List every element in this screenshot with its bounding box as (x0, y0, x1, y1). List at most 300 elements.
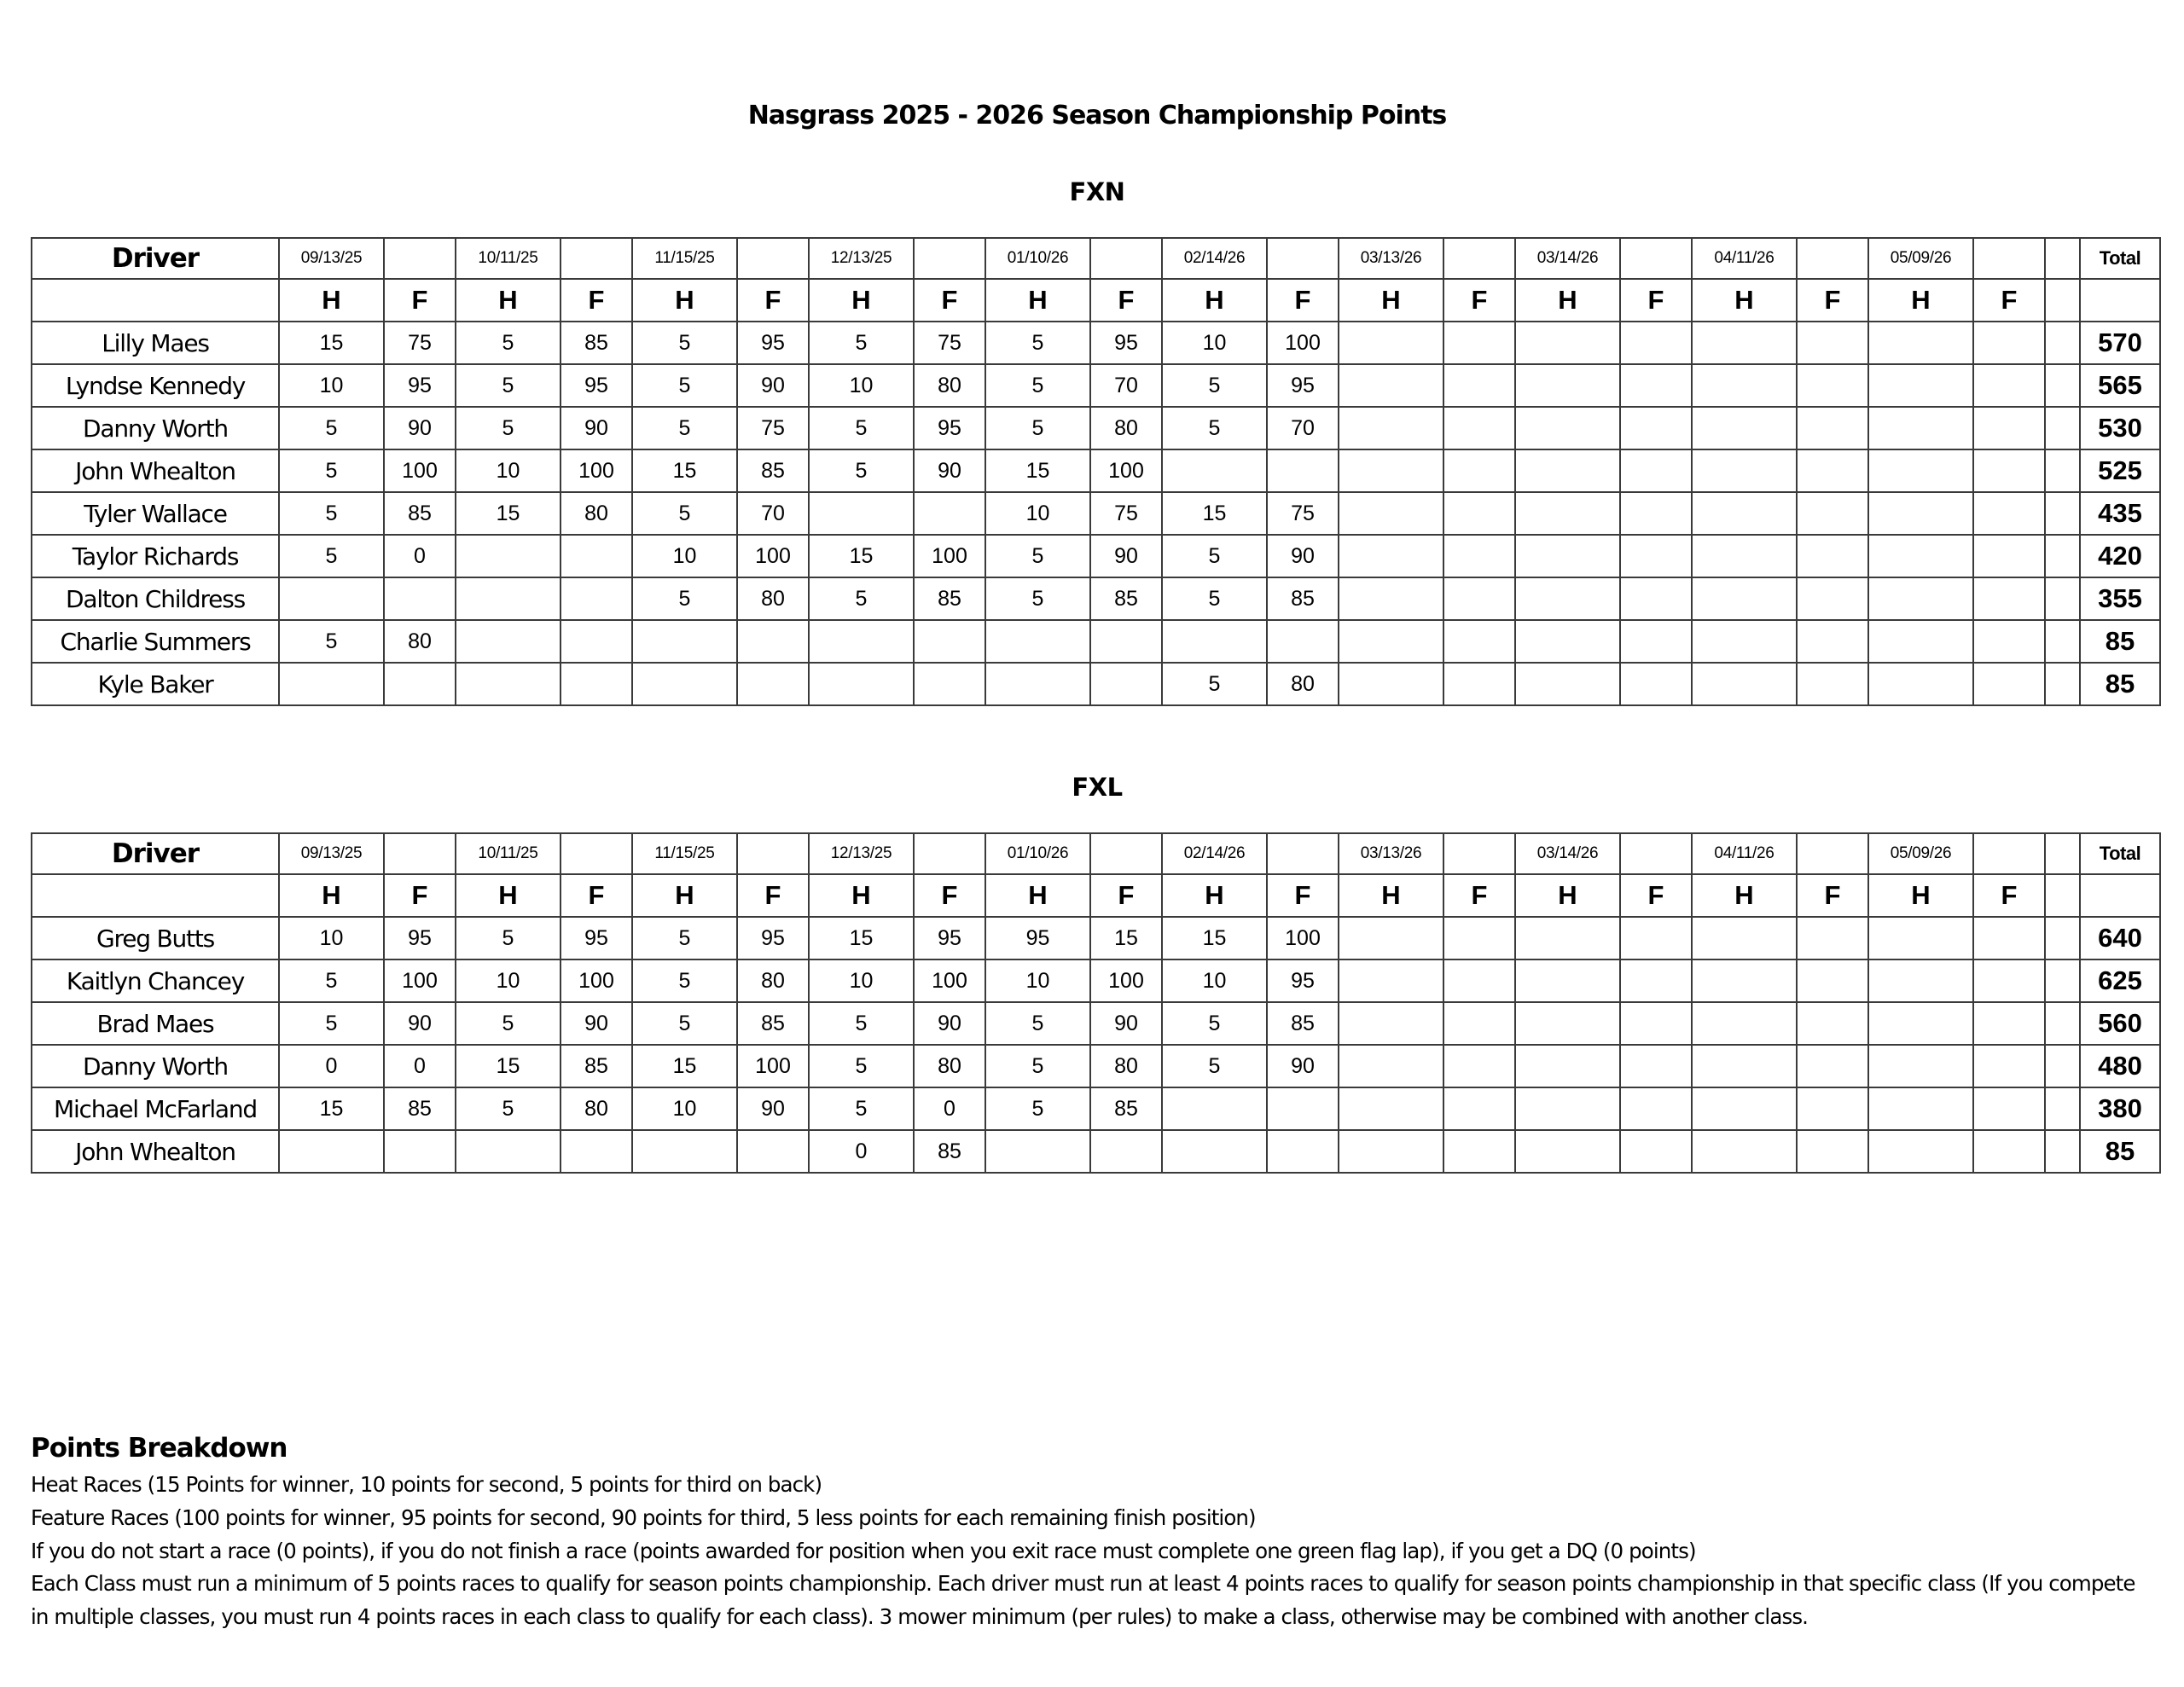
feature-points-cell (1443, 620, 1515, 663)
breakdown-line-feature: Feature Races (100 points for winner, 95 points for second, 90 points for third, 5 less points for each remaining finish position) (31, 1504, 1256, 1530)
heat-points-cell (632, 663, 737, 705)
feature-points-cell (1443, 1002, 1515, 1045)
race-date-header: 04/11/26 (1692, 833, 1797, 874)
feature-points-cell: 90 (914, 1002, 985, 1045)
heat-points-cell: 5 (985, 1045, 1090, 1087)
header-row-dates (32, 833, 2160, 874)
feature-points-cell: 100 (1090, 449, 1162, 492)
feature-points-cell (1797, 407, 1868, 449)
heat-column-header: H (632, 874, 737, 917)
race-date-header: 02/14/26 (1162, 833, 1267, 874)
feature-points-cell (1973, 620, 2045, 663)
total-points-cell: 85 (2080, 1130, 2160, 1173)
driver-column-header: Driver (32, 238, 279, 279)
heat-points-cell (1515, 407, 1620, 449)
heat-points-cell (1339, 663, 1443, 705)
feature-points-cell: 100 (737, 535, 809, 577)
driver-name: Greg Butts (32, 917, 279, 959)
feature-points-cell: 100 (914, 535, 985, 577)
heat-points-cell (1868, 1087, 1973, 1130)
feature-points-cell (1973, 1130, 2045, 1173)
feature-points-cell: 95 (561, 364, 632, 407)
feature-points-cell (1973, 1045, 2045, 1087)
race-date-header: 05/09/26 (1868, 833, 1973, 874)
driver-row (32, 917, 2160, 959)
feature-points-cell: 90 (737, 364, 809, 407)
heat-points-cell: 5 (1162, 663, 1267, 705)
heat-points-cell: 5 (632, 917, 737, 959)
feature-points-cell (1973, 1087, 2045, 1130)
total-points-cell: 625 (2080, 959, 2160, 1002)
race-date-header: 12/13/25 (809, 833, 914, 874)
heat-points-cell (1515, 492, 1620, 535)
feature-points-cell (1973, 449, 2045, 492)
feature-points-cell: 80 (384, 620, 456, 663)
feature-points-cell: 0 (914, 1087, 985, 1130)
feature-points-cell: 90 (384, 1002, 456, 1045)
breakdown-line-qualification: Each Class must run a minimum of 5 points races to qualify for season points championship. Each driver must run at least 4 points races to qualify for season points championship in that specific class (If you compete in multiple classes, you must run 4 points races in each class to qualify for each class). 3 mower minimum (per rules) to make a class, otherwise may be combined with another class. (31, 1571, 2135, 1630)
feature-points-cell: 90 (561, 1002, 632, 1045)
feature-points-cell: 85 (561, 322, 632, 364)
heat-points-cell: 5 (456, 1087, 561, 1130)
feature-column-header: F (1267, 874, 1339, 917)
feature-column-header: F (1797, 279, 1868, 322)
empty-header-cell (384, 238, 456, 279)
heat-points-cell (1692, 1130, 1797, 1173)
heat-points-cell (279, 663, 384, 705)
heat-points-cell: 5 (279, 620, 384, 663)
heat-points-cell (1339, 577, 1443, 620)
feature-points-cell (1267, 1130, 1339, 1173)
heat-points-cell: 5 (1162, 364, 1267, 407)
heat-points-cell (1692, 364, 1797, 407)
feature-points-cell: 100 (1090, 959, 1162, 1002)
heat-points-cell: 5 (632, 577, 737, 620)
heat-points-cell (1339, 959, 1443, 1002)
heat-points-cell (1868, 449, 1973, 492)
driver-row (32, 1130, 2160, 1173)
race-date-header: 11/15/25 (632, 238, 737, 279)
heat-points-cell: 5 (279, 449, 384, 492)
feature-points-cell: 95 (737, 917, 809, 959)
total-points-cell: 380 (2080, 1087, 2160, 1130)
feature-points-cell (1797, 917, 1868, 959)
heat-column-header: H (1162, 279, 1267, 322)
feature-points-cell (1443, 1130, 1515, 1173)
heat-points-cell (456, 620, 561, 663)
heat-points-cell (1868, 535, 1973, 577)
heat-points-cell: 10 (985, 959, 1090, 1002)
heat-points-cell (1339, 449, 1443, 492)
heat-points-cell: 10 (456, 449, 561, 492)
driver-name: Danny Worth (32, 407, 279, 449)
feature-points-cell: 95 (1090, 322, 1162, 364)
heat-column-header: H (985, 874, 1090, 917)
heat-points-cell (1339, 364, 1443, 407)
heat-points-cell (1868, 1130, 1973, 1173)
heat-points-cell: 15 (985, 449, 1090, 492)
feature-points-cell (914, 492, 985, 535)
heat-points-cell: 5 (1162, 407, 1267, 449)
feature-points-cell (1620, 322, 1692, 364)
feature-column-header: F (1443, 874, 1515, 917)
race-date-header: 09/13/25 (279, 238, 384, 279)
total-points-cell: 530 (2080, 407, 2160, 449)
spacer-cell (2045, 535, 2080, 577)
feature-points-cell: 100 (1267, 322, 1339, 364)
empty-header-cell (32, 279, 279, 322)
empty-header-cell (1267, 238, 1339, 279)
points-breakdown (31, 1433, 2146, 1634)
empty-header-cell (1267, 833, 1339, 874)
race-date-header: 05/09/26 (1868, 238, 1973, 279)
spacer-cell (2045, 917, 2080, 959)
empty-header-cell (561, 833, 632, 874)
heat-column-header: H (1515, 874, 1620, 917)
feature-points-cell (1443, 322, 1515, 364)
heat-points-cell: 10 (985, 492, 1090, 535)
race-date-header: 01/10/26 (985, 833, 1090, 874)
heat-points-cell (1692, 917, 1797, 959)
heat-points-cell: 15 (809, 535, 914, 577)
feature-points-cell: 85 (737, 449, 809, 492)
heat-points-cell: 95 (985, 917, 1090, 959)
empty-header-cell (1443, 238, 1515, 279)
heat-points-cell (1692, 1087, 1797, 1130)
heat-points-cell: 10 (1162, 959, 1267, 1002)
heat-points-cell: 15 (279, 322, 384, 364)
feature-points-cell (1443, 535, 1515, 577)
heat-points-cell (1162, 620, 1267, 663)
heat-points-cell: 10 (632, 1087, 737, 1130)
feature-points-cell (1443, 577, 1515, 620)
race-date-header: 03/14/26 (1515, 833, 1620, 874)
spacer-cell (2045, 577, 2080, 620)
feature-points-cell: 85 (914, 577, 985, 620)
feature-points-cell: 100 (561, 449, 632, 492)
heat-points-cell (1868, 407, 1973, 449)
race-date-header: 11/15/25 (632, 833, 737, 874)
race-date-header: 09/13/25 (279, 833, 384, 874)
feature-points-cell: 85 (737, 1002, 809, 1045)
feature-column-header: F (384, 874, 456, 917)
heat-points-cell (1515, 449, 1620, 492)
feature-points-cell: 85 (384, 1087, 456, 1130)
spacer-cell (2045, 620, 2080, 663)
heat-points-cell: 5 (632, 1002, 737, 1045)
breakdown-line-dns-dnf: If you do not start a race (0 points), if you do not finish a race (points awarded for position when you exit race must complete one green flag lap), if you get a DQ (0 points) (31, 1538, 1696, 1563)
feature-points-cell (1443, 407, 1515, 449)
feature-points-cell (1443, 492, 1515, 535)
heat-column-header: H (809, 279, 914, 322)
heat-points-cell: 5 (632, 407, 737, 449)
feature-points-cell (1973, 407, 2045, 449)
heat-points-cell: 0 (279, 1045, 384, 1087)
heat-points-cell: 5 (279, 492, 384, 535)
heat-points-cell: 5 (1162, 1002, 1267, 1045)
header-row-heat-feature (32, 279, 2160, 322)
feature-points-cell (1797, 959, 1868, 1002)
heat-points-cell: 5 (456, 407, 561, 449)
feature-points-cell (1797, 620, 1868, 663)
feature-points-cell (737, 620, 809, 663)
heat-column-header: H (1515, 279, 1620, 322)
feature-points-cell: 100 (561, 959, 632, 1002)
heat-column-header: H (1339, 279, 1443, 322)
feature-points-cell (1620, 1130, 1692, 1173)
heat-points-cell (456, 663, 561, 705)
driver-row (32, 1087, 2160, 1130)
heat-points-cell (1339, 1087, 1443, 1130)
heat-points-cell (1868, 364, 1973, 407)
feature-points-cell (1267, 1087, 1339, 1130)
race-date-header: 04/11/26 (1692, 238, 1797, 279)
heat-points-cell (1868, 322, 1973, 364)
fxl-points-table (31, 832, 2161, 1174)
feature-points-cell: 85 (1267, 577, 1339, 620)
heat-column-header: H (279, 279, 384, 322)
feature-points-cell (1797, 364, 1868, 407)
feature-points-cell: 100 (384, 959, 456, 1002)
empty-header-cell (1443, 833, 1515, 874)
feature-points-cell: 95 (561, 917, 632, 959)
driver-row (32, 407, 2160, 449)
race-date-header: 02/14/26 (1162, 238, 1267, 279)
feature-points-cell (1797, 663, 1868, 705)
spacer-cell (2045, 1002, 2080, 1045)
heat-points-cell: 5 (632, 322, 737, 364)
heat-points-cell (1515, 1130, 1620, 1173)
driver-row (32, 620, 2160, 663)
feature-column-header: F (1267, 279, 1339, 322)
feature-points-cell (1443, 449, 1515, 492)
heat-points-cell (1868, 959, 1973, 1002)
heat-column-header: H (1692, 279, 1797, 322)
spacer-cell (2045, 407, 2080, 449)
heat-points-cell (985, 663, 1090, 705)
feature-points-cell: 95 (1267, 364, 1339, 407)
heat-points-cell: 15 (809, 917, 914, 959)
driver-row (32, 577, 2160, 620)
heat-points-cell (809, 620, 914, 663)
breakdown-line-heat: Heat Races (15 Points for winner, 10 points for second, 5 points for third on back) (31, 1472, 822, 1497)
feature-points-cell: 90 (384, 407, 456, 449)
driver-name: Taylor Richards (32, 535, 279, 577)
feature-points-cell: 80 (1090, 407, 1162, 449)
feature-column-header: F (914, 874, 985, 917)
feature-points-cell (1797, 449, 1868, 492)
race-date-header: 01/10/26 (985, 238, 1090, 279)
heat-points-cell (1339, 535, 1443, 577)
heat-points-cell (1339, 620, 1443, 663)
heat-points-cell: 5 (985, 364, 1090, 407)
feature-points-cell (1443, 1087, 1515, 1130)
feature-points-cell (1973, 917, 2045, 959)
feature-points-cell: 80 (737, 959, 809, 1002)
feature-points-cell (1620, 620, 1692, 663)
feature-points-cell: 75 (737, 407, 809, 449)
heat-points-cell (809, 663, 914, 705)
heat-points-cell (1692, 407, 1797, 449)
feature-points-cell: 85 (1090, 1087, 1162, 1130)
race-date-header: 10/11/25 (456, 833, 561, 874)
heat-points-cell (1339, 1045, 1443, 1087)
class-title-fxn: FXN (1069, 177, 1125, 206)
feature-points-cell (384, 663, 456, 705)
feature-points-cell (384, 577, 456, 620)
heat-points-cell (1692, 1002, 1797, 1045)
feature-column-header: F (561, 279, 632, 322)
feature-column-header: F (1090, 874, 1162, 917)
total-column-header: Total (2080, 238, 2160, 279)
feature-column-header: F (1797, 874, 1868, 917)
feature-points-cell (384, 1130, 456, 1173)
race-date-header: 12/13/25 (809, 238, 914, 279)
feature-points-cell: 95 (737, 322, 809, 364)
feature-points-cell (1797, 1002, 1868, 1045)
heat-points-cell (279, 1130, 384, 1173)
feature-points-cell: 75 (914, 322, 985, 364)
driver-name: Michael McFarland (32, 1087, 279, 1130)
feature-points-cell (1973, 1002, 2045, 1045)
empty-header-cell (1973, 833, 2045, 874)
heat-points-cell (1868, 1045, 1973, 1087)
feature-points-cell (914, 620, 985, 663)
heat-points-cell: 15 (632, 1045, 737, 1087)
heat-points-cell: 5 (279, 959, 384, 1002)
feature-points-cell (1620, 449, 1692, 492)
feature-points-cell (1620, 492, 1692, 535)
heat-points-cell (1515, 1087, 1620, 1130)
feature-column-header: F (1620, 279, 1692, 322)
feature-points-cell: 0 (384, 1045, 456, 1087)
total-points-cell: 420 (2080, 535, 2160, 577)
fxn-points-table (31, 237, 2161, 706)
heat-points-cell: 5 (985, 1002, 1090, 1045)
heat-points-cell (1692, 577, 1797, 620)
race-date-header: 03/13/26 (1339, 833, 1443, 874)
spacer-cell (2045, 1087, 2080, 1130)
feature-points-cell (561, 663, 632, 705)
feature-column-header: F (1620, 874, 1692, 917)
heat-points-cell: 5 (1162, 577, 1267, 620)
empty-header-cell (1973, 238, 2045, 279)
heat-points-cell (456, 577, 561, 620)
feature-points-cell (1620, 663, 1692, 705)
heat-points-cell (1339, 322, 1443, 364)
heat-points-cell: 5 (809, 407, 914, 449)
feature-points-cell: 90 (1267, 535, 1339, 577)
feature-points-cell (1797, 322, 1868, 364)
feature-points-cell: 80 (561, 1087, 632, 1130)
feature-points-cell (1620, 407, 1692, 449)
driver-name: John Whealton (32, 1130, 279, 1173)
feature-points-cell: 95 (384, 364, 456, 407)
feature-points-cell (1620, 1002, 1692, 1045)
heat-points-cell: 10 (1162, 322, 1267, 364)
empty-header-cell (32, 874, 279, 917)
heat-points-cell (1515, 535, 1620, 577)
heat-column-header: H (1692, 874, 1797, 917)
race-date-header: 03/13/26 (1339, 238, 1443, 279)
feature-points-cell (1797, 1130, 1868, 1173)
heat-points-cell (1692, 620, 1797, 663)
empty-header-cell (914, 833, 985, 874)
feature-points-cell: 100 (737, 1045, 809, 1087)
heat-column-header: H (456, 874, 561, 917)
heat-points-cell: 5 (809, 577, 914, 620)
heat-column-header: H (1868, 874, 1973, 917)
feature-points-cell: 90 (1090, 535, 1162, 577)
heat-points-cell (1692, 959, 1797, 1002)
feature-points-cell: 95 (384, 917, 456, 959)
header-row-dates (32, 238, 2160, 279)
heat-points-cell: 5 (456, 322, 561, 364)
heat-points-cell (456, 1130, 561, 1173)
feature-points-cell (1090, 1130, 1162, 1173)
feature-points-cell (561, 535, 632, 577)
heat-points-cell: 15 (1162, 917, 1267, 959)
feature-points-cell (1797, 535, 1868, 577)
feature-points-cell (1443, 959, 1515, 1002)
heat-points-cell: 5 (985, 407, 1090, 449)
feature-points-cell (561, 1130, 632, 1173)
feature-points-cell: 85 (561, 1045, 632, 1087)
driver-row (32, 449, 2160, 492)
race-date-header: 03/14/26 (1515, 238, 1620, 279)
heat-points-cell (1339, 407, 1443, 449)
heat-points-cell (1515, 322, 1620, 364)
driver-row (32, 959, 2160, 1002)
total-points-cell: 560 (2080, 1002, 2160, 1045)
heat-points-cell: 5 (809, 1045, 914, 1087)
heat-points-cell: 5 (456, 917, 561, 959)
feature-points-cell: 85 (384, 492, 456, 535)
empty-header-cell (2080, 279, 2160, 322)
feature-points-cell: 90 (914, 449, 985, 492)
heat-points-cell (1515, 1045, 1620, 1087)
feature-points-cell: 70 (1090, 364, 1162, 407)
feature-points-cell: 85 (1267, 1002, 1339, 1045)
heat-points-cell (279, 577, 384, 620)
heat-points-cell: 5 (985, 1087, 1090, 1130)
driver-name: Brad Maes (32, 1002, 279, 1045)
feature-points-cell: 75 (1090, 492, 1162, 535)
feature-column-header: F (561, 874, 632, 917)
driver-row (32, 1002, 2160, 1045)
heat-points-cell: 5 (985, 577, 1090, 620)
empty-header-cell (2045, 833, 2080, 874)
driver-name: Kyle Baker (32, 663, 279, 705)
heat-points-cell: 5 (985, 535, 1090, 577)
driver-name: Charlie Summers (32, 620, 279, 663)
heat-points-cell (985, 620, 1090, 663)
feature-points-cell: 70 (1267, 407, 1339, 449)
heat-column-header: H (1868, 279, 1973, 322)
heat-points-cell: 5 (809, 1002, 914, 1045)
heat-points-cell (1868, 577, 1973, 620)
driver-name: Lilly Maes (32, 322, 279, 364)
feature-column-header: F (1443, 279, 1515, 322)
heat-points-cell (1515, 577, 1620, 620)
feature-points-cell (1620, 364, 1692, 407)
spacer-cell (2045, 959, 2080, 1002)
feature-points-cell (1443, 364, 1515, 407)
feature-points-cell (1797, 1087, 1868, 1130)
feature-points-cell (1090, 663, 1162, 705)
empty-header-cell (384, 833, 456, 874)
spacer-cell (2045, 364, 2080, 407)
